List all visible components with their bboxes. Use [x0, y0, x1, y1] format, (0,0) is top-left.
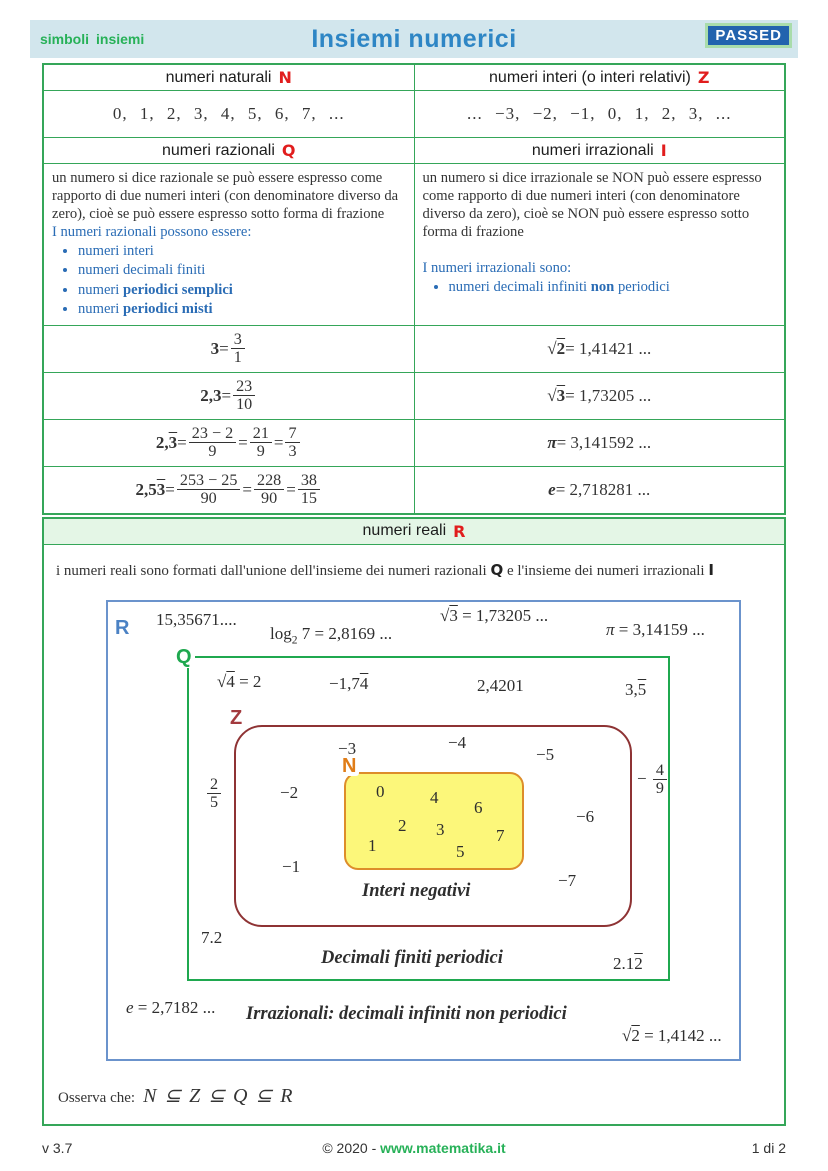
set-symbol-Q: Q — [281, 141, 296, 160]
link-simboli[interactable]: simboli — [40, 31, 90, 47]
set-symbol-I: I — [660, 141, 667, 160]
set-R-box — [106, 600, 741, 1061]
set-Z-label: Z — [226, 707, 246, 729]
naturali-header-cell — [44, 65, 414, 90]
set-Q-label: Q — [173, 646, 195, 668]
razionali-definition: un numero si dice razionale se può essere espresso come rapporto di due numeri interi (con denominatore diverso da zero), cioè se può essere espresso sotto forma di frazione — [52, 170, 399, 223]
irrazionali-header-text: numeri irrazionali — [531, 141, 654, 159]
set-R-label: R — [115, 616, 130, 639]
reali-header-text: numeri reali — [362, 522, 447, 540]
reali-intro-text: i numeri reali sono formati dall'unione dell'insieme dei numeri razionali Q e l'insieme dei numeri irrazionali I — [56, 560, 714, 579]
passed-badge: PASSED — [705, 23, 792, 48]
venn-diagram — [106, 600, 741, 1061]
set-symbol-R: R — [453, 521, 466, 541]
naturali-values: 0, 1, 2, 3, 4, 5, 6, 7, ... — [44, 91, 414, 137]
diagram-number: −4 — [448, 732, 467, 752]
razionali-list-lead: I numeri razionali possono essere: — [52, 224, 252, 241]
diagram-number: π = 3,14159 ... — [606, 619, 705, 639]
version-label: v 3.7 — [42, 1139, 73, 1156]
diagram-number: 7.2 — [201, 927, 223, 947]
diagram-number: 15,35671.... — [156, 609, 237, 629]
irrazionali-example-3: π = 3,141592 ... — [415, 420, 785, 466]
diagram-number: −3 — [338, 738, 357, 758]
diagram-number: √2 = 1,4142 ... — [622, 1025, 722, 1045]
diagram-caption: Irrazionali: decimali infiniti non periodici — [246, 1003, 567, 1024]
set-symbol-N: N — [278, 68, 292, 87]
set-Q-box — [176, 645, 670, 981]
reali-section — [42, 517, 786, 1126]
diagram-number: −2 — [280, 782, 299, 802]
list-item: • numeri periodici semplici — [78, 281, 406, 299]
list-item: • numeri periodici misti — [78, 300, 406, 318]
diagram-number: e = 2,7182 ... — [126, 997, 216, 1017]
copyright — [42, 1140, 786, 1156]
copyright-text: © 2020 - — [322, 1139, 381, 1156]
diagram-number: − $\frac{4}{9}$ — [637, 762, 669, 798]
irrazionali-description-cell — [415, 164, 785, 325]
set-Z-box — [230, 706, 632, 927]
diagram-number: −5 — [536, 744, 555, 764]
set-symbol-Z: Z — [697, 68, 710, 87]
irrazionali-header-cell — [415, 138, 785, 163]
diagram-number: √3 = 1,73205 ... — [440, 605, 549, 625]
irrazionali-example-2: √3 = 1,73205 ... — [415, 373, 785, 419]
page-number: 1 di 2 — [751, 1139, 786, 1156]
list-item: • numeri decimali infiniti non periodici — [449, 278, 777, 296]
diagram-number: $\log_2 7 = 2,8169$ ... — [270, 623, 393, 647]
razionali-header-cell — [44, 138, 414, 163]
diagram-number: −7 — [558, 870, 577, 890]
diagram-number: −6 — [576, 806, 595, 826]
naturali-header-text: numeri naturali — [165, 68, 272, 86]
site-link[interactable]: www.matematika.it — [380, 1139, 506, 1156]
link-insiemi[interactable]: insiemi — [96, 31, 145, 47]
diagram-caption: Decimali finiti periodici — [321, 947, 503, 968]
diagram-number: 3 — [436, 819, 445, 839]
diagram-number: 0 — [376, 781, 385, 801]
osserva-note — [58, 1083, 778, 1108]
set-N-label: N — [339, 756, 359, 776]
razionali-description-cell — [44, 164, 414, 325]
diagram-number: 5 — [456, 841, 465, 861]
irrazionali-bullet-list — [423, 278, 777, 296]
diagram-number: 2.12 — [613, 953, 643, 973]
reali-header-cell — [44, 519, 784, 545]
list-item: • numeri interi — [78, 242, 406, 260]
diagram-number: √4 = 2 — [217, 671, 262, 691]
irrazionali-example-4: e = 2,718281 ... — [415, 467, 785, 513]
diagram-number: 7 — [496, 825, 505, 845]
diagram-number: −1 — [282, 856, 301, 876]
page-footer — [42, 1140, 786, 1156]
razionali-header-text: numeri razionali — [161, 141, 275, 159]
razionali-example-2: 2,3 = $\frac{23}{10}$ — [44, 373, 414, 419]
interi-header-cell — [415, 65, 785, 90]
diagram-number: 2 — [398, 815, 407, 835]
list-item: • numeri decimali finiti — [78, 261, 406, 279]
osserva-label: Osserva che: — [58, 1089, 136, 1106]
diagram-number: 3,5 — [625, 679, 647, 699]
interi-header-text: numeri interi (o interi relativi) — [489, 68, 691, 86]
page-title: Insiemi numerici — [311, 24, 517, 53]
interi-values: ... −3, −2, −1, 0, 1, 2, 3, ... — [415, 91, 785, 137]
set-N-box — [342, 754, 524, 870]
razionali-example-4: 2,5 3 = $\frac{253 - 25}{90}$ = $\frac{228}{90}$ = $\frac{38}{15}$ — [44, 467, 414, 513]
diagram-caption: Interi negativi — [362, 880, 471, 901]
irrazionali-example-1: √2 = 1,41421 ... — [415, 326, 785, 372]
razionali-bullet-list — [52, 242, 406, 317]
razionali-example-1: 3 = $\frac{3}{1}$ — [44, 326, 414, 372]
irrazionali-definition: un numero si dice irrazionale se NON può essere espresso come rapporto di due numeri interi (con denominatore diverso da zero), cioè se NON può essere espresso sotto forma di frazione — [422, 170, 762, 241]
diagram-number: 1 — [368, 835, 377, 855]
osserva-inclusion-chain: N ⊆ Z ⊆ Q ⊆ R — [143, 1084, 293, 1107]
diagram-number: $\frac{2}{5}$ — [205, 776, 223, 812]
header-bar — [30, 20, 798, 58]
razionali-example-3: 2, 3 = $\frac{23 - 2}{9}$ = $\frac{21}{9}$ = $\frac{7}{3}$ — [44, 420, 414, 466]
diagram-number: −1,74 — [329, 673, 369, 693]
reali-body — [44, 545, 784, 1124]
irrazionali-list-lead: I numeri irrazionali sono: — [422, 260, 572, 277]
diagram-number: 4 — [430, 787, 439, 807]
diagram-number: 2,4201 — [477, 675, 524, 695]
diagram-number: 6 — [474, 797, 483, 817]
number-sets-table — [42, 63, 786, 515]
